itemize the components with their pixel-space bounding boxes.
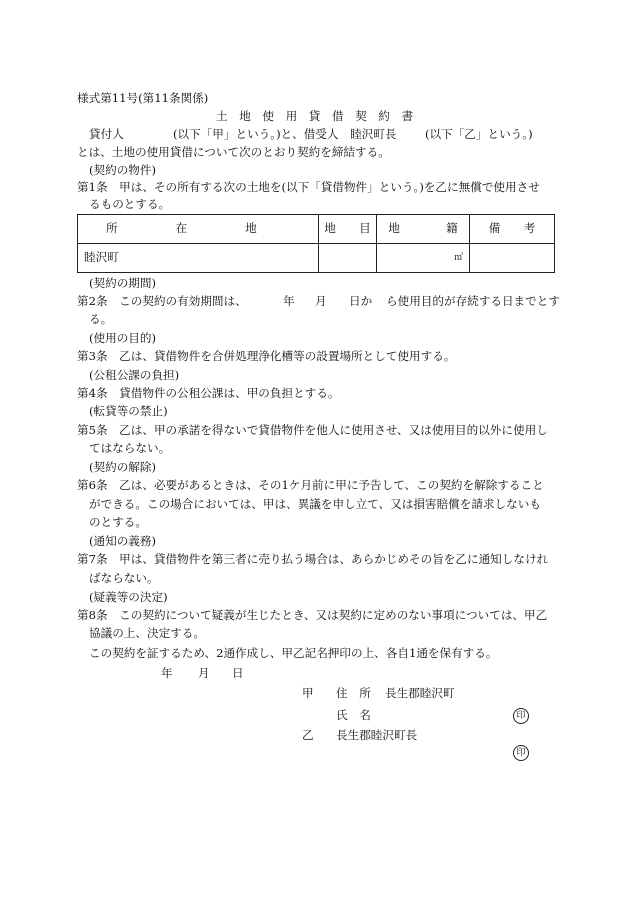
intro-borrower-definition: (以下「乙」という。) [425,127,533,141]
article-4-heading: (公租公課の負担) [89,368,180,382]
article-2-month: 月 [315,294,327,308]
date-year-label: 年 [161,666,173,680]
address-label: 住 所 [336,686,371,700]
intro-lender-label: 貸付人 [89,127,124,141]
article-8-line-2: 協議の上、決定する。 [89,626,205,640]
table-header-area: 地 籍 [377,215,470,244]
article-1-line-1: 第1条 甲は、その所有する次の土地を(以下「貸借物件」という。)を乙に無償で使用させ [77,180,540,194]
article-7-heading: (通知の義務) [89,534,157,548]
article-7-line-2: ばならない。 [89,571,159,585]
article-1-heading: (契約の物件) [89,163,157,177]
article-6-line-2: ができる。この場合においては、甲は、異議を申し立て、又は損害賠償を請求しないも [89,497,541,511]
article-7-line-1: 第7条 甲は、貸借物件を第三者に売り払う場合は、あらかじめその旨を乙に通知しなけれ [77,552,549,566]
table-cell-remarks [470,244,555,273]
article-5-heading: (転貸等の禁止) [89,404,168,418]
table-header-location: 所 在 地 [78,215,319,244]
article-5-line-2: てはならない。 [89,441,171,455]
party-a-label: 甲 [302,686,314,700]
article-5-line-1: 第5条 乙は、甲の承諾を得ないで貸借物件を他人に使用させ、又は使用目的以外に使用し [77,423,548,437]
article-3-heading: (使用の目的) [89,331,157,345]
table-header-row [78,215,555,244]
article-2-year: 年 [283,294,295,308]
article-3-line-1: 第3条 乙は、貸借物件を合併処理浄化槽等の設置場所として使用する。 [77,349,456,363]
table-header-remarks: 備 考 [470,215,555,244]
table-cell-land-type [319,244,377,273]
seal-mark-b: 印 [513,745,529,761]
seal-mark-a: 印 [513,708,529,724]
party-b-label: 乙 [302,728,314,742]
article-2-day-from: 日か [349,294,373,308]
table-row [78,244,555,273]
date-day-label: 日 [232,666,244,680]
article-6-heading: (契約の解除) [89,460,157,474]
article-2-line-1: 第2条 この契約の有効期間は、 [77,294,247,308]
article-8-line-1: 第8条 この契約について疑義が生じたとき、又は契約に定めのない事項については、甲乙 [77,608,548,622]
intro-line-2: とは、土地の使用貸借について次のとおり契約を締結する。 [77,145,390,159]
article-6-line-1: 第6条 乙は、必要があるときは、その1ケ月前に甲に予告して、この契約を解除すること [77,478,544,492]
intro-lender-definition: (以下「甲」という。)と、借受人 睦沢町長 [173,127,397,141]
table-header-land-type: 地 目 [319,215,377,244]
article-6-line-3: のとする。 [89,515,147,529]
name-label: 氏 名 [336,708,371,722]
article-2-line-2: る。 [89,312,113,326]
closing-statement: この契約を証するため、2通作成し、甲乙記名押印の上、各自1通を保有する。 [89,646,498,660]
article-1-line-2: るものとする。 [89,197,171,211]
article-2-line-1-rest: ら使用目的が存続する日までとす [386,294,560,308]
table-cell-location: 睦沢町 [78,244,319,273]
document-title: 土 地 使 用 貸 借 契 約 書 [216,109,414,123]
property-table [77,214,555,273]
article-8-heading: (疑義等の決定) [89,590,168,604]
article-4-line-1: 第4条 貸借物件の公租公課は、甲の負担とする。 [77,386,340,400]
party-b-value: 長生郡睦沢町長 [336,728,418,742]
date-month-label: 月 [198,666,210,680]
table-cell-area: ㎡ [377,244,470,273]
form-number: 様式第11号(第11条関係) [77,91,209,105]
address-value: 長生郡睦沢町 [385,686,455,700]
article-2-heading: (契約の期間) [89,276,157,290]
